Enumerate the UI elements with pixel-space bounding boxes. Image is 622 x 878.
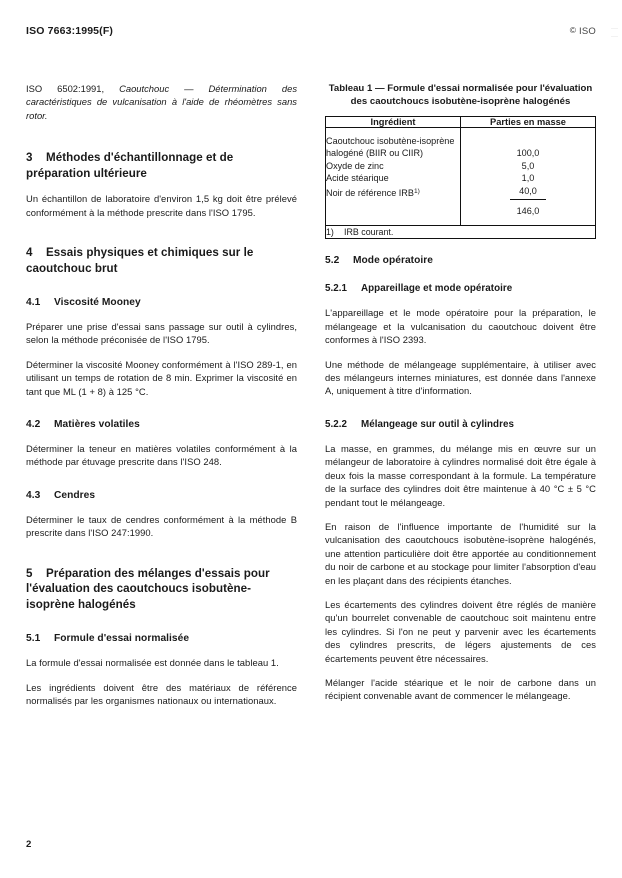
clause-5-2-1-number: 5.2.1: [325, 283, 348, 295]
cell-ingredient-text: Noir de référence IRB: [326, 187, 414, 198]
page-edge-mark: [611, 28, 618, 37]
clause-5-2-1-paragraph-1: L'appareillage et le mode opératoire pour la préparation, le mélangeage et la vulcanisation du caoutchouc doivent être conformes à l'ISO 2393.: [325, 307, 596, 346]
copyright-icon: ©: [569, 25, 577, 35]
table-body: [326, 128, 596, 239]
clause-5-title: Préparation des mélanges d'essais pour l'évaluation des caoutchoucs isobutène-isoprène halogénés: [26, 566, 270, 611]
page-number: 2: [26, 839, 32, 850]
clause-5-2-2-paragraph-4: Mélanger l'acide stéarique et le noir de carbone dans un récipient convenable avant de commencer le mélangeage.: [325, 676, 596, 702]
clause-4-heading: [26, 245, 297, 276]
table-row: [326, 172, 596, 184]
clause-5-2-2-paragraph-2: En raison de l'influence importante de l'humidité sur la vulcanisation des caoutchoucs isobutène-isoprène halogénés, une attention particulière doit être apportée au conditionnement du noir de carbone et au stockage pour limiter l'absorption d'eau en les plaçant dans des récipients étanches.: [325, 520, 596, 586]
clause-5-1-paragraph-2: Les ingrédients doivent être des matériaux de référence normalisés par les organismes nationaux ou internationaux.: [26, 681, 297, 706]
clause-4-3-heading: [26, 489, 297, 503]
clause-5-2-1-title: Appareillage et mode opératoire: [361, 283, 513, 295]
footnote-marker: 1): [413, 187, 420, 195]
clause-4-1-number: 4.1: [26, 297, 41, 309]
running-header: [26, 25, 596, 37]
clause-3-paragraph: Un échantillon de laboratoire d'environ 1,5 kg doit être prélevé conformément à la méthode prescrite dans l'ISO 1795.: [26, 193, 297, 218]
clause-5-2-2-paragraph-3: Les écartements des cylindres doivent être réglés de manière qu'un bourrelet convenable de caoutchouc soit maintenu entre les cylindres. Si l'on ne peut y parvenir avec les écartements des cylindres prescrits, de légers ajustements de ces écartements peuvent être nécessaires.: [325, 598, 596, 664]
clause-5-2-2-number: 5.2.2: [325, 418, 348, 430]
cell-ingredient: [326, 185, 461, 200]
document-reference: ISO 7663:1995(F): [26, 25, 114, 37]
table-1-formule-essai: [325, 116, 596, 239]
cell-value: [461, 185, 596, 200]
clause-5-2-2-heading: [325, 418, 596, 432]
reference-prefix: ISO 6502:1991,: [26, 83, 120, 94]
cell-value: 100,0: [516, 148, 540, 159]
cell-ingredient: Caoutchouc isobutène-isoprène halogéné (BIIR ou CIIR): [326, 128, 461, 160]
cell-ingredient: Acide stéarique: [326, 172, 461, 184]
clause-4-2-paragraph: Déterminer la teneur en matières volatiles conformément à la méthode par étuvage prescrite dans l'ISO 248.: [26, 443, 297, 468]
clause-5-1-title: Formule d'essai normalisée: [54, 633, 190, 645]
clause-4-3-title: Cendres: [54, 489, 96, 501]
column-header-parties-en-masse: Parties en masse: [461, 117, 596, 128]
clause-4-2-title: Matières volatiles: [54, 419, 140, 431]
clause-3-heading: [26, 150, 297, 181]
clause-5-1-heading: [26, 632, 297, 646]
cell-value: 1,0: [521, 173, 535, 184]
clause-5-2-title: Mode opératoire: [353, 255, 433, 267]
clause-5-2-2-paragraph-1: La masse, en grammes, du mélange mis en œuvre sur un mélangeur de laboratoire à cylindres normalisé doit être égale à deux fois la masse correspondant à la formule. La température de la surface des cylindres doit être maintenue à 40 °C ± 5 °C pendant tout le mélangeage.: [325, 442, 596, 508]
footnote-text: IRB courant.: [344, 227, 394, 238]
clause-4-2-heading: [26, 418, 297, 432]
clause-4-1-paragraph-1: Préparer une prise d'essai sans passage sur outil à cylindres, selon la méthode préconisée de l'ISO 1795.: [26, 321, 297, 346]
cell-value: 5,0: [521, 160, 535, 171]
clause-3-number: 3: [26, 151, 33, 165]
cell-total-label: [326, 200, 461, 226]
clause-5-number: 5: [26, 566, 33, 580]
clause-5-1-paragraph-1: La formule d'essai normalisée est donnée dans le tableau 1.: [26, 657, 279, 669]
table-footnote: [326, 226, 596, 239]
clause-5-2-1-paragraph-2: Une méthode de mélangeage supplémentaire, à utiliser avec des mélangeurs internes miniatures, est donnée dans l'annexe A, uniquement à titre d'information.: [325, 358, 596, 397]
clause-4-2-number: 4.2: [26, 419, 41, 431]
table-total-row: [326, 200, 596, 226]
table-row: [326, 128, 596, 160]
clause-5-heading: [26, 566, 297, 613]
normative-reference: [26, 82, 297, 122]
cell-total-value: 146,0: [516, 206, 540, 217]
clause-5-2-heading: [325, 254, 596, 268]
clause-4-number: 4: [26, 246, 33, 260]
table-row: [326, 185, 596, 200]
clause-4-title: Essais physiques et chimiques sur le caoutchouc brut: [26, 246, 254, 275]
clause-5-2-2-title: Mélangeage sur outil à cylindres: [361, 418, 514, 430]
clause-4-1-title: Viscosité Mooney: [54, 297, 141, 309]
table-header-row: [326, 117, 596, 128]
right-column: [325, 82, 596, 707]
clause-3-title: Méthodes d'échantillonnage et de préparation ultérieure: [26, 151, 234, 180]
clause-4-1-paragraph-2: Déterminer la viscosité Mooney conformément à l'ISO 289-1, en utilisant un temps de rotation de 8 min. Exprimer la viscosité en tant que ML (1 + 8) à 125 °C.: [26, 358, 297, 397]
table-1-caption: Tableau 1 — Formule d'essai normalisée pour l'évaluation des caoutchoucs isobutène-isoprène halogénés: [328, 83, 593, 107]
table-row: [326, 160, 596, 172]
clause-5-2-number: 5.2: [325, 255, 340, 267]
clause-5-1-number: 5.1: [26, 633, 41, 645]
left-column: [26, 82, 297, 707]
column-header-ingredient: Ingrédient: [326, 117, 461, 128]
footnote-number: 1): [326, 227, 334, 238]
two-column-body: [26, 82, 596, 707]
copyright-notice: [570, 25, 596, 37]
clause-4-3-number: 4.3: [26, 489, 41, 501]
cell-value-text: 40,0: [510, 185, 546, 200]
reference-title: Caoutchouc — Détermination des caractéristiques de vulcanisation à l'aide de rhéomètres sans rotor.: [26, 83, 298, 121]
copyright-owner: ISO: [579, 26, 596, 37]
cell-ingredient: Oxyde de zinc: [326, 160, 461, 172]
clause-4-1-heading: [26, 296, 297, 310]
table-footnote-row: [326, 226, 596, 239]
clause-5-2-1-heading: [325, 282, 596, 296]
table-header: [326, 117, 596, 128]
clause-4-3-paragraph: Déterminer le taux de cendres conformément à la méthode B prescrite dans l'ISO 247:1990.: [26, 513, 297, 539]
